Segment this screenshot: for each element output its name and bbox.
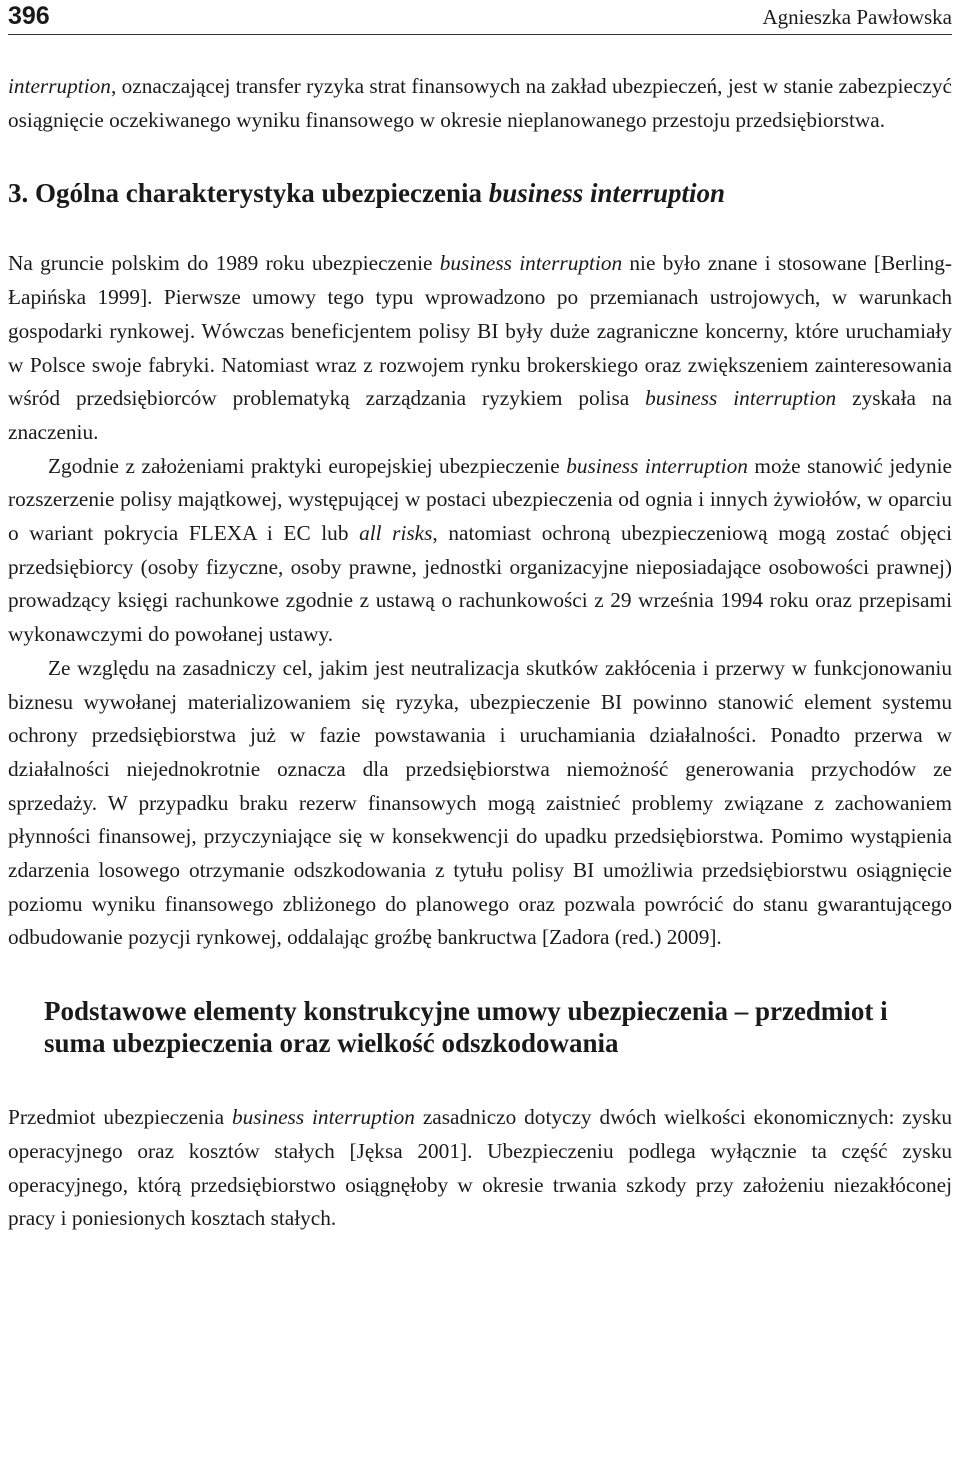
text-run: zyskała na znaczeniu. [8, 386, 952, 444]
text-run: Przedmiot ubezpieczenia [8, 1105, 232, 1130]
italic-term: all risks [359, 521, 433, 546]
running-author: Agnieszka Pawłowska [762, 5, 952, 29]
text-run: może stanowić jedynie rozszerzenie polisy majątkowej, występującej w postaci ubezpieczenia od ognia i innych żywiołów, w oparciu o wariant pokrycia FLEXA i EC lub [8, 453, 953, 546]
running-header [8, 0, 952, 35]
section-title: Ogólna charakterystyka ubezpieczenia [35, 178, 489, 209]
section-heading-3 [8, 177, 952, 209]
page-number: 396 [8, 2, 50, 30]
paragraph [8, 247, 952, 449]
section-title: Podstawowe elementy konstrukcyjne umowy ubezpieczenia – przedmiot i suma ubezpieczenia oraz wielkość odszkodowania [44, 996, 888, 1059]
section-title-italic: business interruption [488, 178, 726, 209]
paragraph: Ze względu na zasadniczy cel, jakim jest neutralizacja skutków zakłócenia i przerwy w funkcjonowaniu biznesu wywołanej materializowaniem się ryzyka, ubezpieczenie BI powinno stanowić element systemu ochrony przedsiębiorstwa już w fazie powstawania i uruchamiania działalności. Ponadto przerwa w działalności niejednokrotnie oznacza dla przedsiębiorstwa niemożność generowania przychodów ze sprzedaży. W przypadku braku rezerw finansowych mogą zaistnieć problemy związane z zachowaniem płynności finansowej, przyczyniające się w konsekwencji do upadku przedsiębiorstwa. Pomimo wystąpienia zdarzenia losowego otrzymanie odszkodowania z tytułu polisy BI umożliwia przedsiębiorstwu osiągnięcie poziomu wyniku finansowego zbliżonego do planowego oraz pozwala powrócić do stanu gwarantującego odbudowanie pozycji rynkowej, oddalając groźbę bankructwa [Zadora (red.) 2009]. [8, 655, 952, 950]
italic-term: business interruption [645, 386, 837, 411]
paragraph-continued [8, 70, 952, 137]
text-run: , natomiast ochroną ubezpieczeniową mogą zostać objęci przedsiębiorcy (osoby fizyczne, osoby prawne, jednostki organizacyjne nieposiadające osobowości prawnej) prowadzący księgi rachunkowe zgodnie z ustawą o rachunkowości z 29 września 1994 roku oraz przepisami wykonawczymi do powołanej ustawy. [8, 521, 952, 647]
section-heading-4 [8, 995, 952, 1059]
paragraph [8, 450, 952, 652]
text-run: zasadniczo dotyczy dwóch wielkości ekonomicznych: zysku operacyjnego oraz kosztów stałych [Jęksa 2001]. Ubezpieczeniu podlega wyłącznie ta część zysku operacyjnego, którą przedsiębiorstwo osiągnęłoby w okresie trwania szkody przy założeniu niezakłóconej pracy i poniesionych kosztach stałych. [8, 1105, 952, 1231]
italic-term: business interruption [439, 251, 623, 276]
section-number [8, 995, 44, 1027]
section-number: 3. [8, 178, 29, 209]
text-run: , oznaczającej transfer ryzyka strat finansowych na zakład ubezpieczeń, jest w stanie zabezpieczyć osiągnięcie oczekiwanego wyniku finansowego w okresie nieplanowanego przestoju przedsiębiorstwa. [8, 74, 952, 132]
italic-term: business interruption [231, 1105, 415, 1130]
paragraph [8, 1101, 952, 1236]
text-run: Na gruncie polskim do 1989 roku ubezpieczenie [8, 251, 440, 276]
text-run: nie było znane i stosowane [Berling-Łapińska 1999]. Pierwsze umowy tego typu wprowadzono po przemianach ustrojowych, w warunkach gospodarki rynkowej. Wówczas beneficjentem polisy BI były duże zagraniczne koncerny, które uruchamiały w Polsce swoje fabryki. Natomiast wraz z rozwojem rynku brokerskiego oraz zwiększeniem zainteresowania wśród przedsiębiorców problematyką zarządzania ryzykiem polisa [8, 251, 952, 411]
document-body [8, 70, 952, 1236]
text-run: Zgodnie z założeniami praktyki europejskiej ubezpieczenie [48, 453, 567, 478]
italic-term: interruption [8, 74, 111, 98]
italic-term: business interruption [566, 453, 748, 478]
